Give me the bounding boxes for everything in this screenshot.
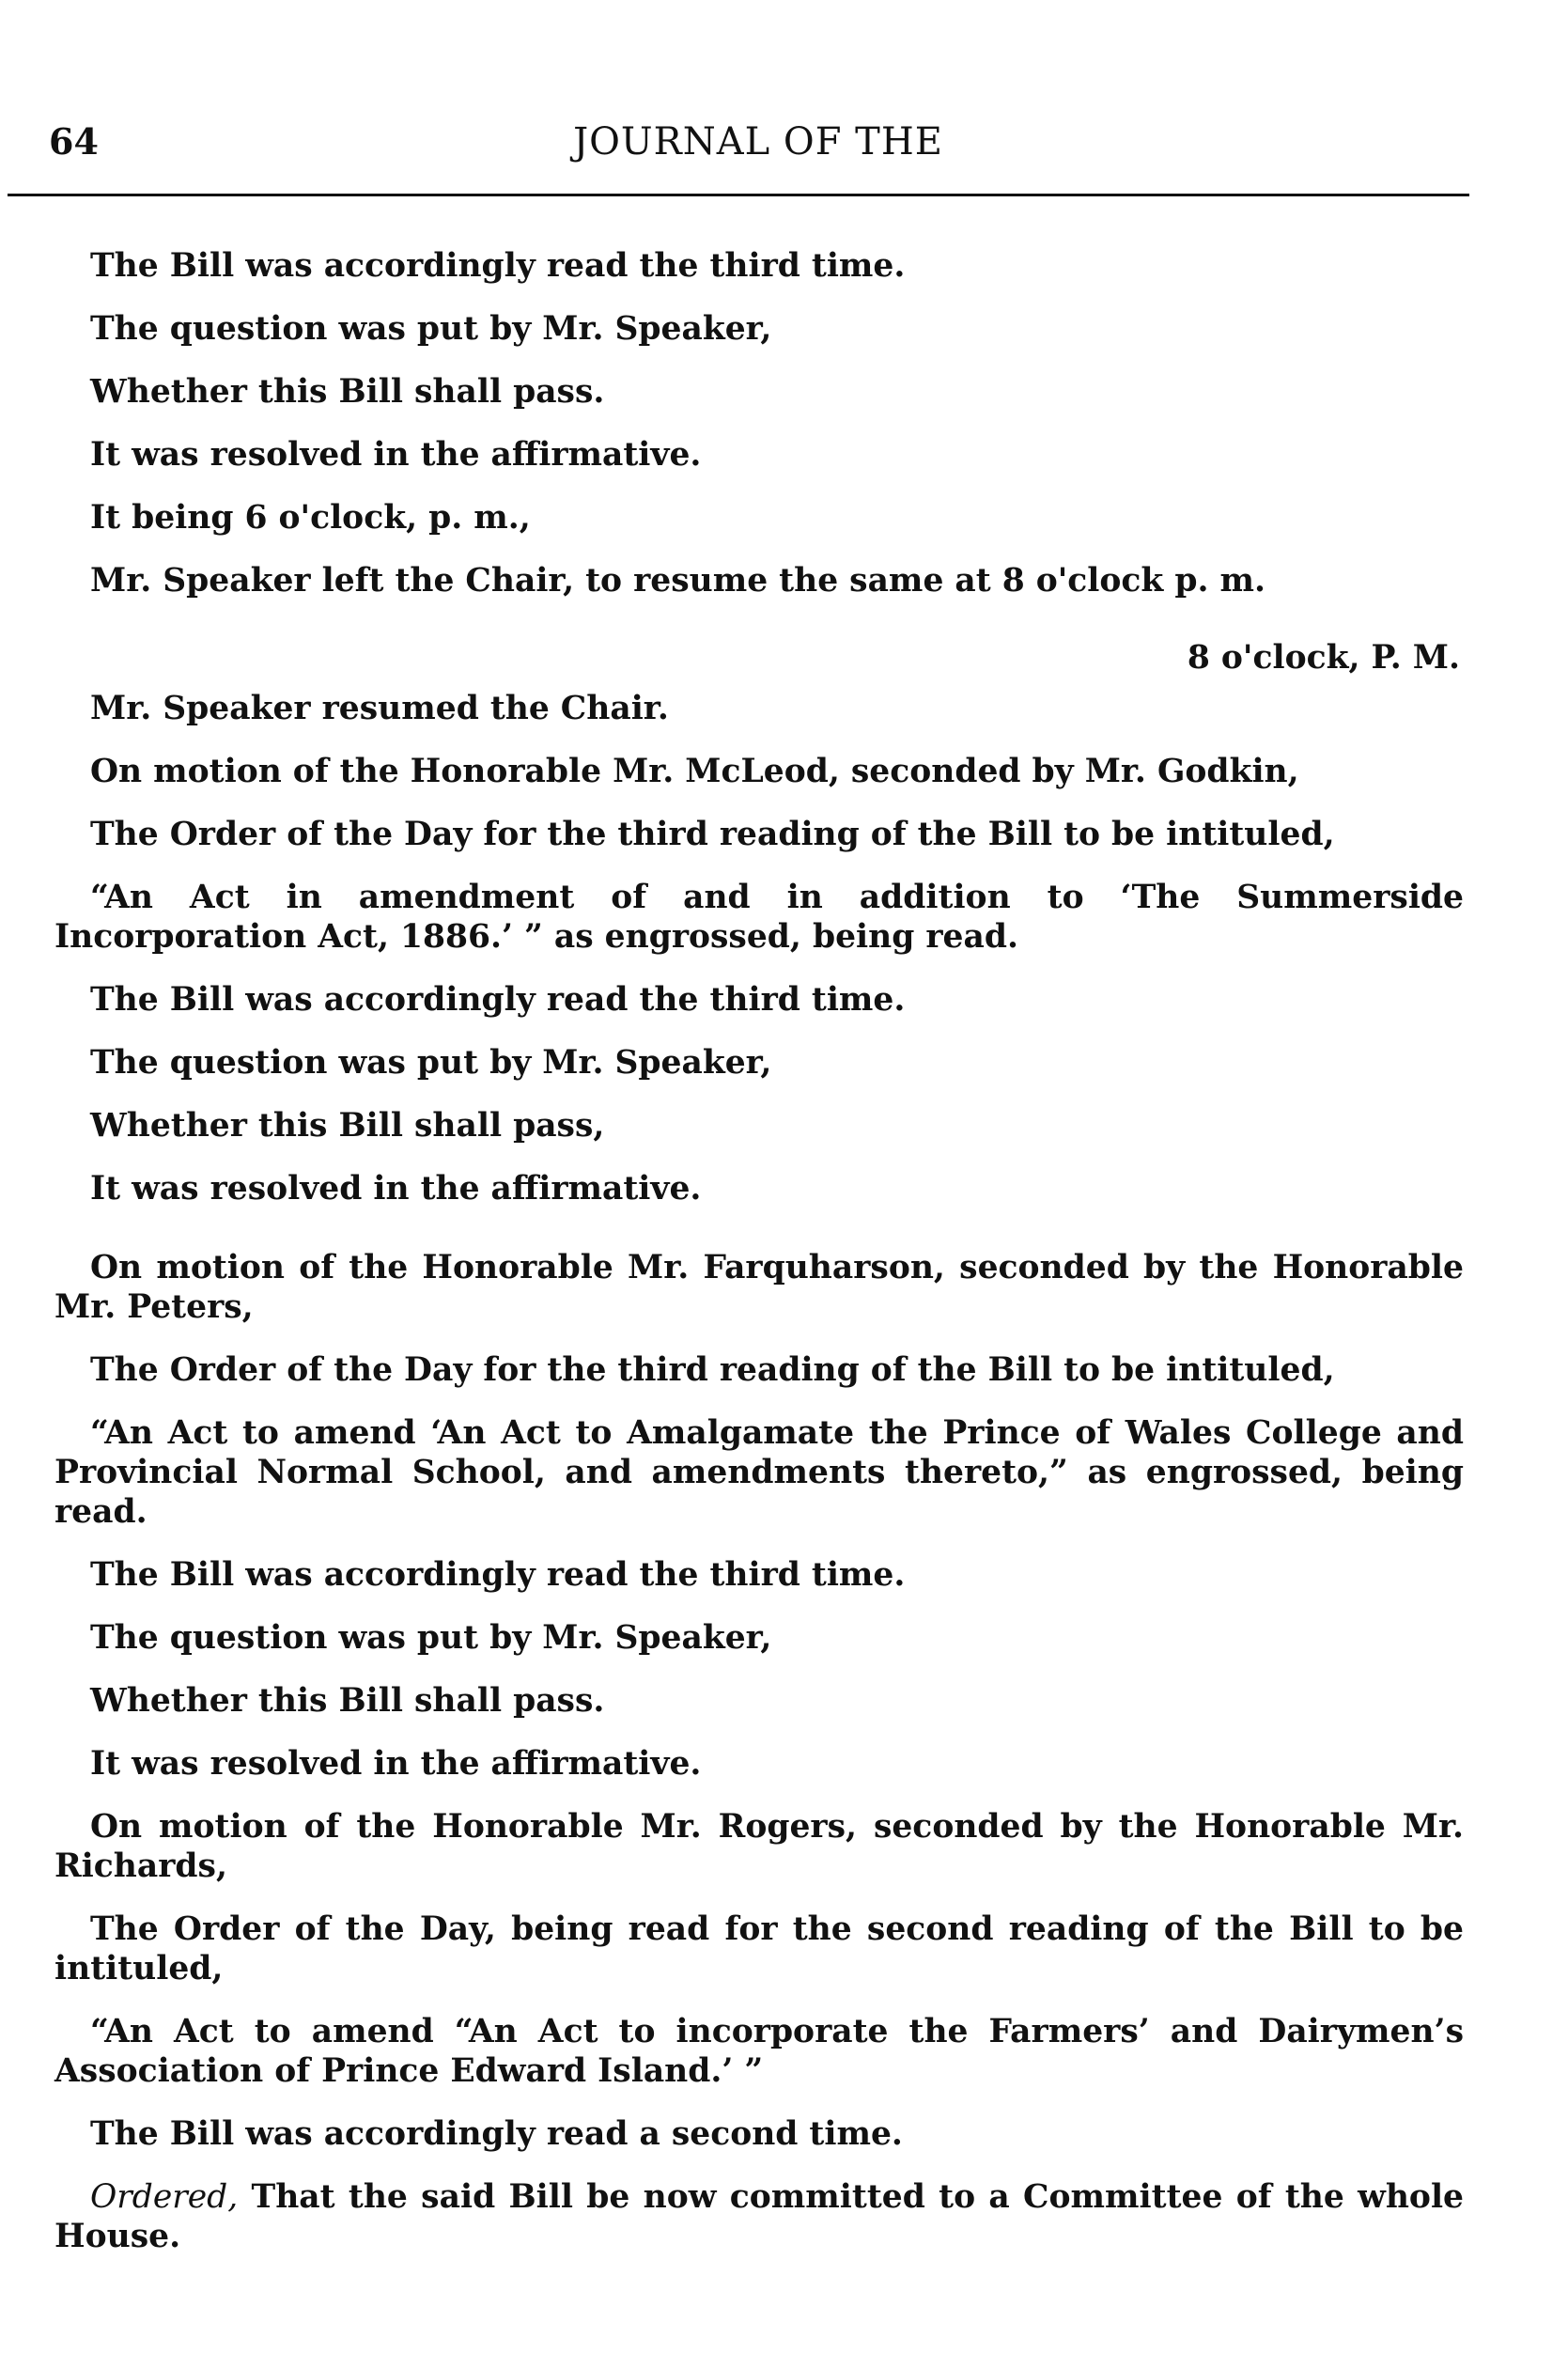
paragraph: The Bill was accordingly read the third time.: [90, 247, 906, 285]
paragraph: Mr. Speaker resumed the Chair.: [90, 690, 669, 727]
page-body: [54, 246, 1464, 2280]
paragraph: “An Act to amend “An Act to incorporate the Farmers’ and Dairymen’s Association of Prince Edward Island.’ ”: [54, 2013, 1464, 2090]
paragraph: Whether this Bill shall pass,: [90, 1107, 605, 1145]
paragraph: The Order of the Day for the third reading of the Bill to be intituled,: [90, 816, 1335, 853]
paragraph: “An Act in amendment of and in addition to ‘The Summerside Incorporation Act, 1886.’ ” as engrossed, being read.: [54, 879, 1464, 956]
paragraph: The Bill was accordingly read the third time.: [90, 1556, 906, 1594]
paragraph: The question was put by Mr. Speaker,: [90, 310, 772, 348]
paragraph: The Bill was accordingly read the third time.: [90, 981, 906, 1019]
paragraph: On motion of the Honorable Mr. McLeod, seconded by Mr. Godkin,: [90, 753, 1299, 790]
time-heading: 8 o'clock, P. M.: [1187, 639, 1460, 677]
paragraph: The Order of the Day, being read for the second reading of the Bill to be intituled,: [54, 1910, 1464, 1987]
paragraph: The Bill was accordingly read a second time.: [90, 2115, 903, 2153]
ordered-lead: Ordered,: [90, 2178, 239, 2216]
page-header: [49, 120, 1467, 167]
paragraph: “An Act to amend ‘An Act to Amalgamate the Prince of Wales College and Provincial Normal School, and amendments thereto,” as engrossed, being read.: [54, 1414, 1464, 1531]
final-paragraph: [54, 2177, 1464, 2256]
page-number: 64: [49, 120, 99, 163]
paragraph: The question was put by Mr. Speaker,: [90, 1619, 772, 1657]
paragraph: On motion of the Honorable Mr. Farquharson, seconded by the Honorable Mr. Peters,: [54, 1249, 1464, 1326]
paragraph: Mr. Speaker left the Chair, to resume the same at 8 o'clock p. m.: [90, 562, 1265, 600]
paragraph: It was resolved in the affirmative.: [90, 1170, 702, 1208]
paragraph: It was resolved in the affirmative.: [90, 436, 702, 474]
header-rule: [8, 194, 1469, 196]
paragraph: Whether this Bill shall pass.: [90, 1682, 605, 1720]
paragraph: It was resolved in the affirmative.: [90, 1745, 702, 1783]
ordered-text: That the said Bill be now committed to a Committee of the whole House.: [54, 2178, 1464, 2255]
paragraph: The question was put by Mr. Speaker,: [90, 1044, 772, 1082]
paragraph: Whether this Bill shall pass.: [90, 373, 605, 411]
running-head: JOURNAL OF THE: [573, 120, 943, 164]
paragraph: On motion of the Honorable Mr. Rogers, seconded by the Honorable Mr. Richards,: [54, 1808, 1464, 1885]
paragraph: It being 6 o'clock, p. m.,: [90, 499, 531, 537]
paragraph: The Order of the Day for the third reading of the Bill to be intituled,: [90, 1351, 1335, 1389]
